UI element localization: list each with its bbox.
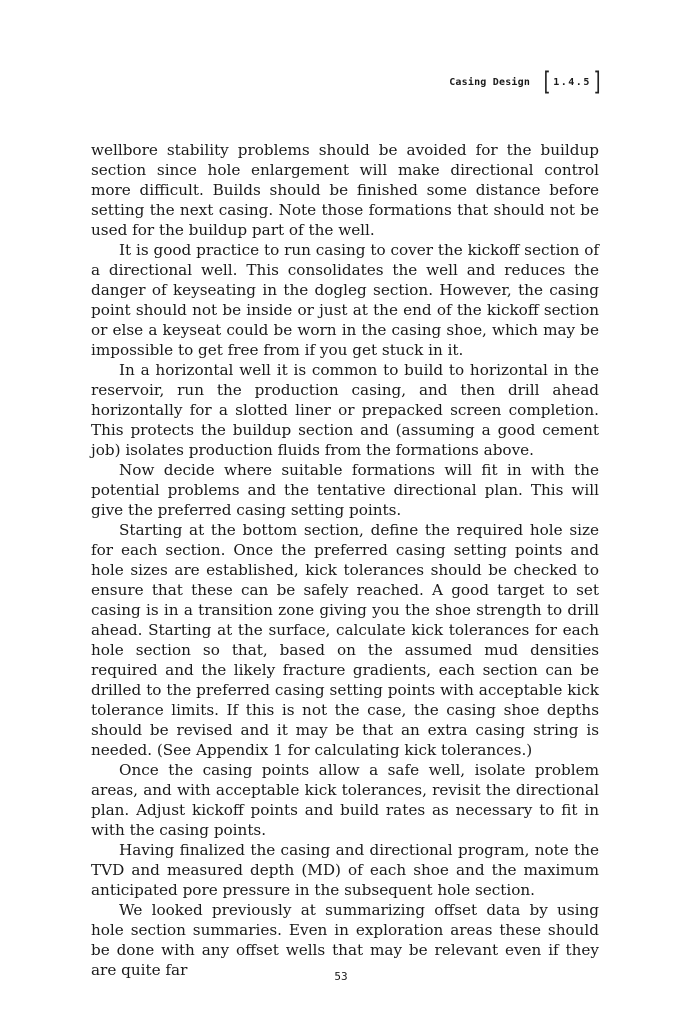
section-marker (542, 69, 602, 95)
section-bracket-close: ] (593, 67, 601, 97)
paragraph: In a horizontal well it is common to build to horizontal in the reservoir, run the production casing, and then drill ahead horizontally for a slotted liner or prepacked screen completion. This protects the buildup section and (assuming a good cement job) isolates production fluids from the formations above. (91, 361, 599, 459)
paragraph: Now decide where suitable formations will fit in with the potential problems and the tentative directional plan. This will give the preferred casing setting points. (91, 461, 599, 519)
paragraph-continues: We looked previously at summarizing offset data by using hole section summaries. Even in exploration areas these should be done with any offset wells that may be relevant even if they are quite far (91, 901, 599, 979)
paragraph: Starting at the bottom section, define the required hole size for each section. Once the preferred casing setting points and hole sizes are established, kick tolerances should be checked to ensure that these can be safely reached. A good target to set casing is in a transition zone giving you the shoe strength to drill ahead. Starting at the surface, calculate kick tolerances for each hole section so that, based on the assumed mud densities required and the likely fracture gradients, each section can be drilled to the preferred casing setting points with acceptable kick tolerance limits. If this is not the case, the casing shoe depths should be revised and it may be that an extra casing string is needed. (See Appendix 1 for calculating kick tolerances.) (91, 521, 599, 759)
paragraph: Having finalized the casing and directional program, note the TVD and measured depth (MD) of each shoe and the maximum anticipated pore pressure in the subsequent hole section. (91, 841, 599, 899)
paragraph: It is good practice to run casing to cover the kickoff section of a directional well. This consolidates the well and reduces the danger of keyseating in the dogleg section. However, the casing point should not be inside or just at the end of the kickoff section or else a keyseat could be worn in the casing shoe, which may be impossible to get free from if you get stuck in it. (91, 241, 599, 359)
page-number: 53 (334, 970, 348, 983)
running-title: Casing Design (449, 76, 531, 88)
section-number: 1.4.5 (553, 76, 591, 88)
paragraph-continued: wellbore stability problems should be avoided for the buildup section since hole enlargement will make directional control more difficult. Builds should be finished some distance before setting the next casing. Note those formations that should not be used for the buildup part of the well. (91, 141, 599, 239)
paragraph: Once the casing points allow a safe well, isolate problem areas, and with acceptable kick tolerances, revisit the directional plan. Adjust kickoff points and build rates as necessary to fit in with the casing points. (91, 761, 599, 839)
body-text (91, 140, 599, 980)
section-bracket-open: [ (543, 67, 551, 97)
running-head (449, 66, 602, 98)
